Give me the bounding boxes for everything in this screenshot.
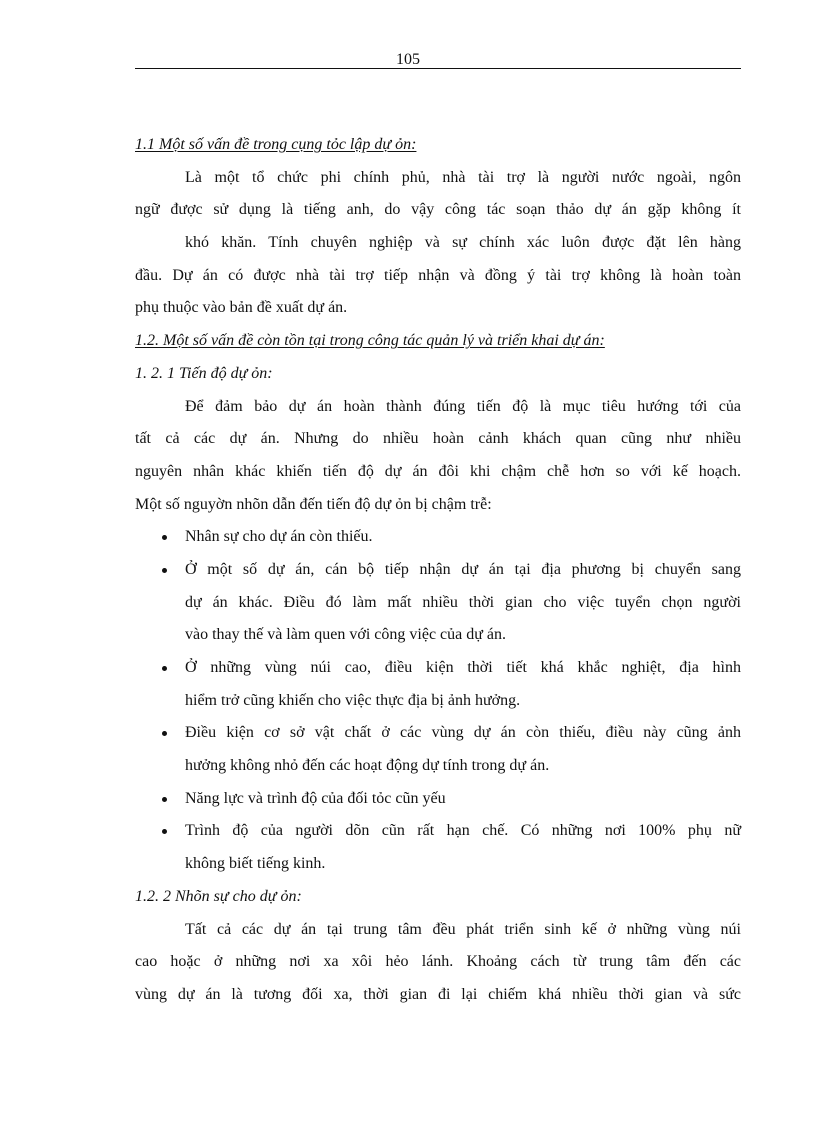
paragraph-line: Là một tổ chức phi chính phủ, nhà tài trợ là người nước ngoài, ngôn	[185, 168, 741, 186]
bullet-continuation: vào thay thế và làm quen với công việc của dự án.	[185, 626, 507, 644]
bullet-continuation: hiểm trở cũng khiến cho việc thực địa bị ảnh hưởng.	[185, 691, 521, 709]
paragraph-line: khó khăn. Tính chuyên nghiệp và sự chính xác luôn được đặt lên hàng	[185, 234, 741, 252]
bullet-icon	[162, 666, 167, 671]
bullet-continuation: hưởng không nhỏ đến các hoạt động dự tính trong dự án.	[185, 757, 550, 775]
paragraph-line: ngữ được sử dụng là tiếng anh, do vậy công tác soạn thảo dự án gặp không ít	[135, 201, 741, 219]
header-rule	[135, 68, 741, 69]
subsection-heading-1-2-1: 1. 2. 1 Tiến độ dự ỏn:	[135, 364, 273, 382]
section-heading-1-1: 1.1 Một số vấn đề trong cụng tỏc lập dự ỏn:	[135, 136, 417, 153]
bullet-list	[135, 524, 741, 884]
paragraph-line: đầu. Dự án có được nhà tài trợ tiếp nhận và đồng ý tài trợ không là hoàn toàn	[135, 266, 741, 284]
bullet-text: Điều kiện cơ sở vật chất ở các vùng dự án còn thiếu, điều này cũng ảnh	[185, 724, 741, 742]
bullet-text: Nhân sự cho dự án còn thiếu.	[185, 528, 373, 546]
paragraph-line: Để đảm bảo dự án hoàn thành đúng tiến độ là mục tiêu hướng tới của	[185, 397, 741, 415]
bullet-text: Năng lực và trình độ của đối tỏc cũn yếu	[185, 789, 446, 807]
bullet-continuation: dự án khác. Điều đó làm mất nhiều thời gian cho việc tuyển chọn người	[185, 593, 741, 611]
bullet-icon	[162, 797, 167, 802]
paragraph-line: vùng dự án là tương đối xa, thời gian đi lại chiếm khá nhiều thời gian và sức	[135, 985, 741, 1003]
page-number: 105	[396, 51, 420, 68]
bullet-icon	[162, 568, 167, 573]
bullet-item	[135, 786, 741, 819]
paragraph-line: cao hoặc ở những nơi xa xôi hẻo lánh. Khoảng cách từ trung tâm đến các	[135, 953, 741, 971]
subsection-heading-1-2-2: 1.2. 2 Nhõn sự cho dự ỏn:	[135, 887, 302, 905]
paragraph-line: tất cả các dự án. Nhưng do nhiều hoàn cảnh khách quan cũng như nhiều	[135, 430, 741, 448]
bullet-text: Ở một số dự án, cán bộ tiếp nhận dự án tại địa phương bị chuyển sang	[185, 560, 741, 578]
bullet-item	[135, 557, 741, 590]
bullet-icon	[162, 535, 167, 540]
paragraph-line: phụ thuộc vào bản đề xuất dự án.	[135, 299, 348, 317]
paragraph-line: nguyên nhân khác khiến tiến độ dự án đôi khi chậm chễ hơn so với kế hoạch.	[135, 462, 741, 480]
bullet-icon	[162, 731, 167, 736]
bullet-item	[135, 720, 741, 753]
paragraph-line: Một số nguyờn nhõn dẫn đến tiến độ dự ỏn bị chậm trễ:	[135, 495, 492, 513]
bullet-item	[135, 655, 741, 688]
bullet-text: Trình độ của người dõn cũn rất hạn chế. Có những nơi 100% phụ nữ	[185, 822, 741, 840]
bullet-item	[135, 818, 741, 851]
bullet-icon	[162, 829, 167, 834]
bullet-item	[135, 524, 741, 557]
paragraph-line: Tất cả các dự án tại trung tâm đều phát triển sinh kế ở những vùng núi	[185, 920, 741, 938]
bullet-text: Ở những vùng núi cao, điều kiện thời tiết khá khắc nghiệt, địa hình	[185, 659, 741, 676]
bullet-continuation: không biết tiếng kinh.	[185, 855, 326, 873]
document-body	[135, 132, 741, 1015]
section-heading-1-2: 1.2. Một số vấn đề còn tồn tại trong công tác quản lý và triển khai dự án:	[135, 332, 605, 350]
